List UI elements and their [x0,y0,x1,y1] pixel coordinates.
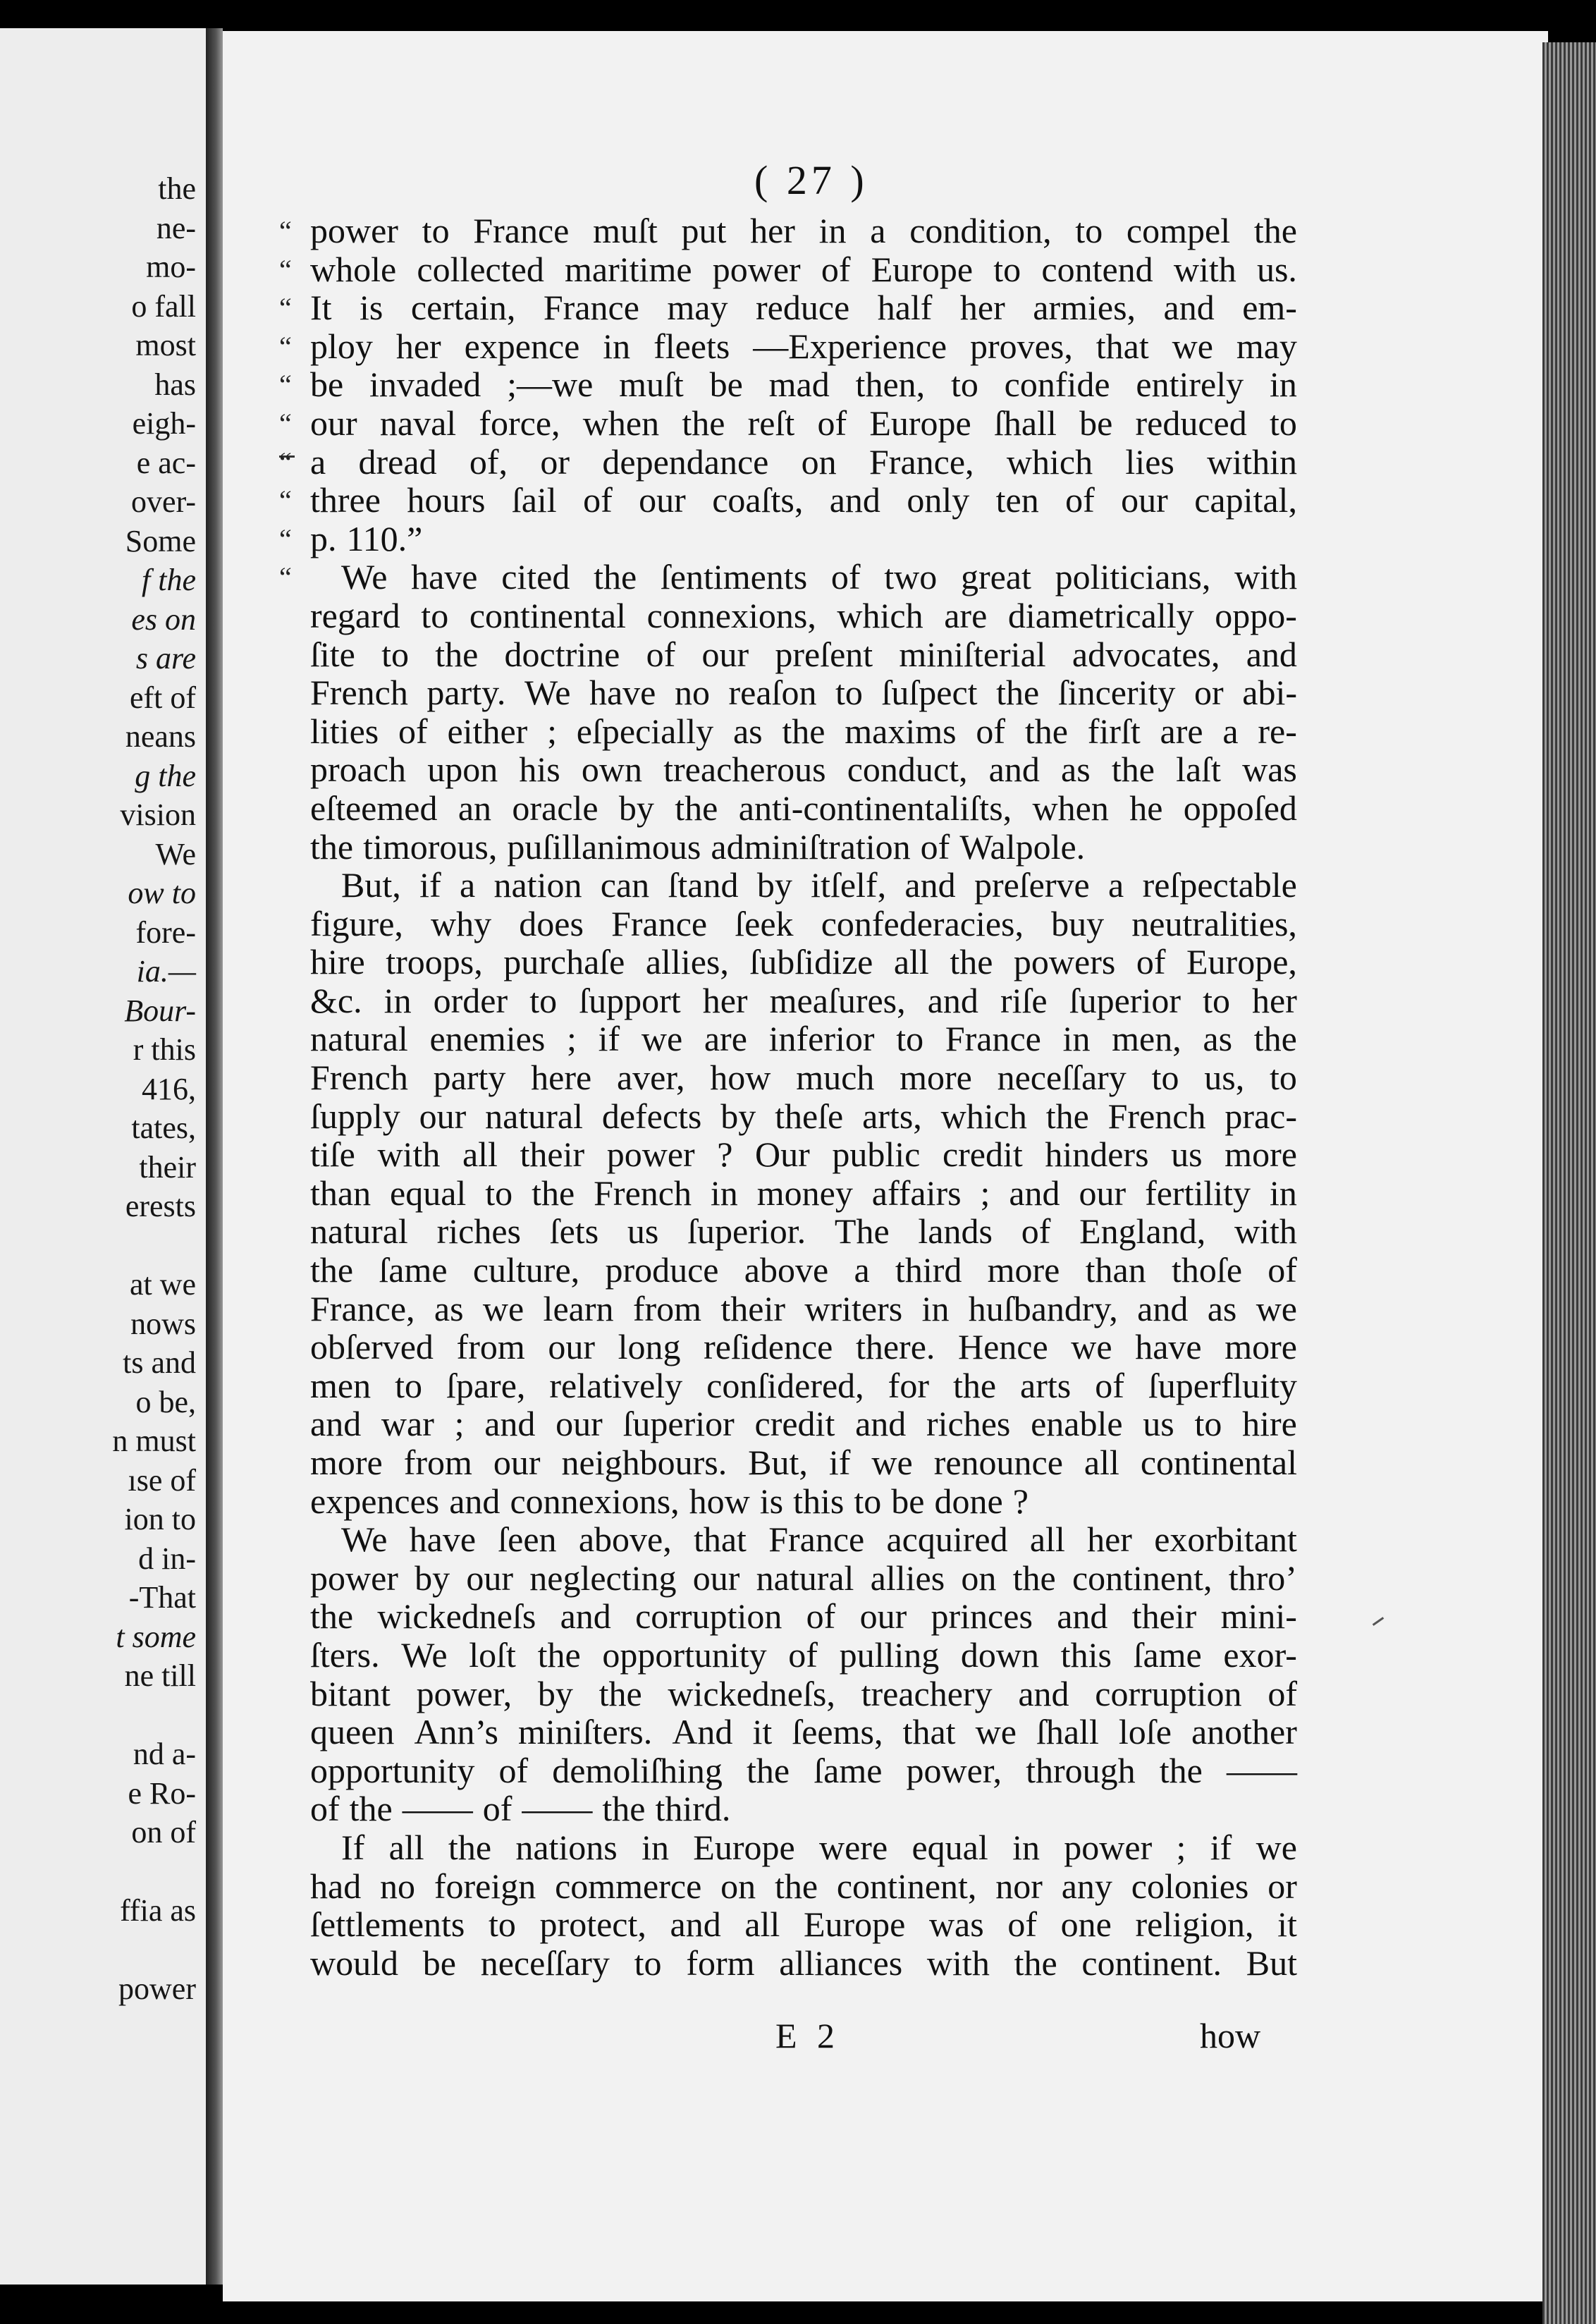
facing-page-line: eft of [129,680,196,715]
text-line: regard to continental connexions, which are diametrically oppo- [310,595,1297,635]
text-line: opportunity of demoliſhing the ſame power, through the —— [310,1750,1297,1790]
facing-page-line: ion to [124,1502,196,1536]
text-line: ſettlements to protect, and all Europe was of one religion, it [310,1904,1297,1945]
text-line: It is certain, France may reduce half her armies, and em- [310,288,1297,328]
facing-page-line: nows [130,1306,196,1341]
quotation-mark: “ [279,215,292,247]
text-line: But, if a nation can ſtand by itſelf, and preſerve a reſpectable [341,865,1297,905]
text-line: bitant power, by the wickedneſs, treachery and corruption of [310,1673,1297,1713]
facing-page-line: at we [129,1267,196,1302]
facing-page-line: d in- [138,1541,196,1576]
facing-page-line: Some [125,523,196,558]
facing-page-line: g the [135,758,196,793]
body-text [310,212,1297,1982]
text-line: hire troops, purchaſe allies, ſubſidize all the powers of Europe, [310,942,1297,982]
quotation-mark: “ [279,522,292,555]
text-line: tiſe with all their power ? Our public credit hinders us more [310,1135,1297,1175]
facing-page-line: neans [125,719,196,754]
facing-page-line: fore- [135,915,196,950]
facing-page-line: has [154,367,196,402]
facing-page-line: We [155,836,196,872]
facing-page-line: -That [128,1580,196,1615]
facing-page-line: erests [125,1189,196,1223]
text-line: natural riches ſets us ſuperior. The lands of England, with [310,1211,1297,1252]
book-gutter [206,28,223,2285]
facing-page-line: s are [135,641,196,675]
text-line: of the —— of —— the third. [310,1789,731,1829]
text-line: would be neceſſary to form alliances with the continent. But [310,1943,1297,1983]
catchword: how [1200,2016,1261,2055]
text-line: ſite to the doctrine of our preſent miniſterial advocates, and [310,634,1297,674]
quotation-mark: “ [279,408,292,439]
quotation-mark: “ [279,369,292,401]
text-line: and war ; and our ſuperior credit and riches enable us to hire [310,1404,1297,1444]
facing-page-line: Bour- [124,993,196,1028]
facing-page-line: nd a- [133,1737,196,1771]
text-line: had no foreign commerce on the continent, nor any colonies or [310,1866,1297,1906]
facing-page-line: e ac- [136,445,196,480]
facing-page-line: mo- [146,250,196,284]
quotation-mark: “ [279,330,292,362]
facing-page-line: ia.— [136,954,196,989]
text-line: We have cited the ſentiments of two great politicians, with [341,557,1297,597]
facing-page-line: tates, [131,1111,196,1145]
facing-page-line: ffia as [120,1893,196,1928]
quotation-mark: “ [279,446,292,478]
facing-page-line: eigh- [132,406,196,441]
facing-page-line: ow to [128,876,196,910]
text-line: the timorous, puſillanimous adminiſtration of Walpole. [310,826,1086,867]
facing-page-line: e Ro- [128,1775,196,1811]
text-line: ſters. We loſt the opportunity of pulling down this ſame exor- [310,1634,1297,1675]
facing-page-fragment [0,28,206,2285]
text-line: be invaded ;—we muſt be mad then, to confide entirely in [310,365,1297,405]
text-line: queen Ann’s miniſters. And it ſeems, that we ſhall loſe another [310,1712,1297,1752]
quotation-mark: “ [279,561,292,594]
text-line: more from our neighbours. But, if we renounce all continental [310,1443,1297,1482]
text-line: the ſame culture, produce above a third more than thoſe of [310,1250,1297,1290]
text-line: p. 110.” [310,518,423,558]
quotation-mark: “ [279,253,292,286]
text-line: French party here aver, how much more neceſſary to us, to [310,1058,1297,1098]
page-edges [1542,42,1596,2324]
text-line: power by our neglecting our natural allies on the continent, thro’ [310,1558,1297,1598]
facing-page-line: t some [116,1619,196,1654]
text-line: France, as we learn from their writers in huſbandry, and as we [310,1288,1297,1328]
text-line: French party. We have no reaſon to ſuſpect the ſincerity or abi- [310,673,1297,713]
signature-mark: E 2 [775,2016,841,2055]
text-line: than equal to the French in money affairs ; and our fertility in [310,1173,1297,1213]
facing-page-line: o be, [135,1384,196,1419]
text-line: ploy her expence in fleets —Experience proves, that we may [310,326,1297,366]
text-line: expences and connexions, how is this to be done ? [310,1481,1029,1521]
text-line: eſteemed an oracle by the anti-continentaliſts, when he oppoſed [310,788,1297,828]
facing-page-line: vision [120,797,196,832]
facing-page-line: es on [131,601,196,637]
facing-page-line: on of [131,1815,196,1849]
quotation-mark: “ [279,484,292,517]
facing-page-line: their [139,1149,196,1185]
text-line: our naval force, when the reſt of Europe ſhall be reduced to [310,403,1297,443]
text-line: obſerved from our long reſidence there. Hence we have more [310,1327,1297,1367]
page-number: ( 27 ) [754,157,868,203]
facing-page-line: o fall [131,288,196,324]
facing-page-line: r this [133,1032,196,1067]
text-line: &c. in order to ſupport her meaſures, and riſe ſuperior to her [310,980,1297,1020]
facing-page-line: ts and [123,1345,196,1380]
text-line: the wickedneſs and corruption of our princes and their mini- [310,1596,1297,1637]
facing-page-line: ıse of [128,1462,196,1498]
facing-page-line: most [135,328,196,362]
text-line: ſupply our natural defects by theſe arts, which the French prac- [310,1096,1297,1136]
text-line: natural enemies ; if we are inferior to France in men, as the [310,1019,1297,1059]
facing-page-line: the [158,171,196,206]
text-line: lities of either ; eſpecially as the maxims of the firſt are a re- [310,711,1297,751]
facing-page-line: n must [112,1424,196,1458]
text-line: whole collected maritime power of Europe to contend with us. [310,249,1297,289]
text-line: We have ſeen above, that France acquired all her exorbitant [341,1519,1297,1560]
text-line: men to ſpare, relatively conſidered, for the arts of ſuperfluity [310,1365,1297,1405]
text-line: proach upon his own treacherous conduct, and as the laſt was [310,750,1297,790]
facing-page-line: ne- [156,210,196,245]
facing-page-line: 416, [142,1071,196,1106]
quotation-mark: “ [279,292,292,324]
text-line: three hours ſail of our coaſts, and only ten of our capital, [310,480,1297,520]
facing-page-line: power [118,1971,196,2006]
text-line: a dread of, or dependance on France, which lies within [310,441,1297,482]
facing-page-line: f the [142,563,196,597]
text-line: power to France muſt put her in a condition, to compel the [310,211,1297,250]
text-line: figure, why does France ſeek confederacies, buy neutralities, [310,903,1297,943]
facing-page-line: over- [131,484,196,519]
text-line: If all the nations in Europe were equal in power ; if we [341,1827,1297,1867]
facing-page-line: ne till [124,1658,196,1693]
